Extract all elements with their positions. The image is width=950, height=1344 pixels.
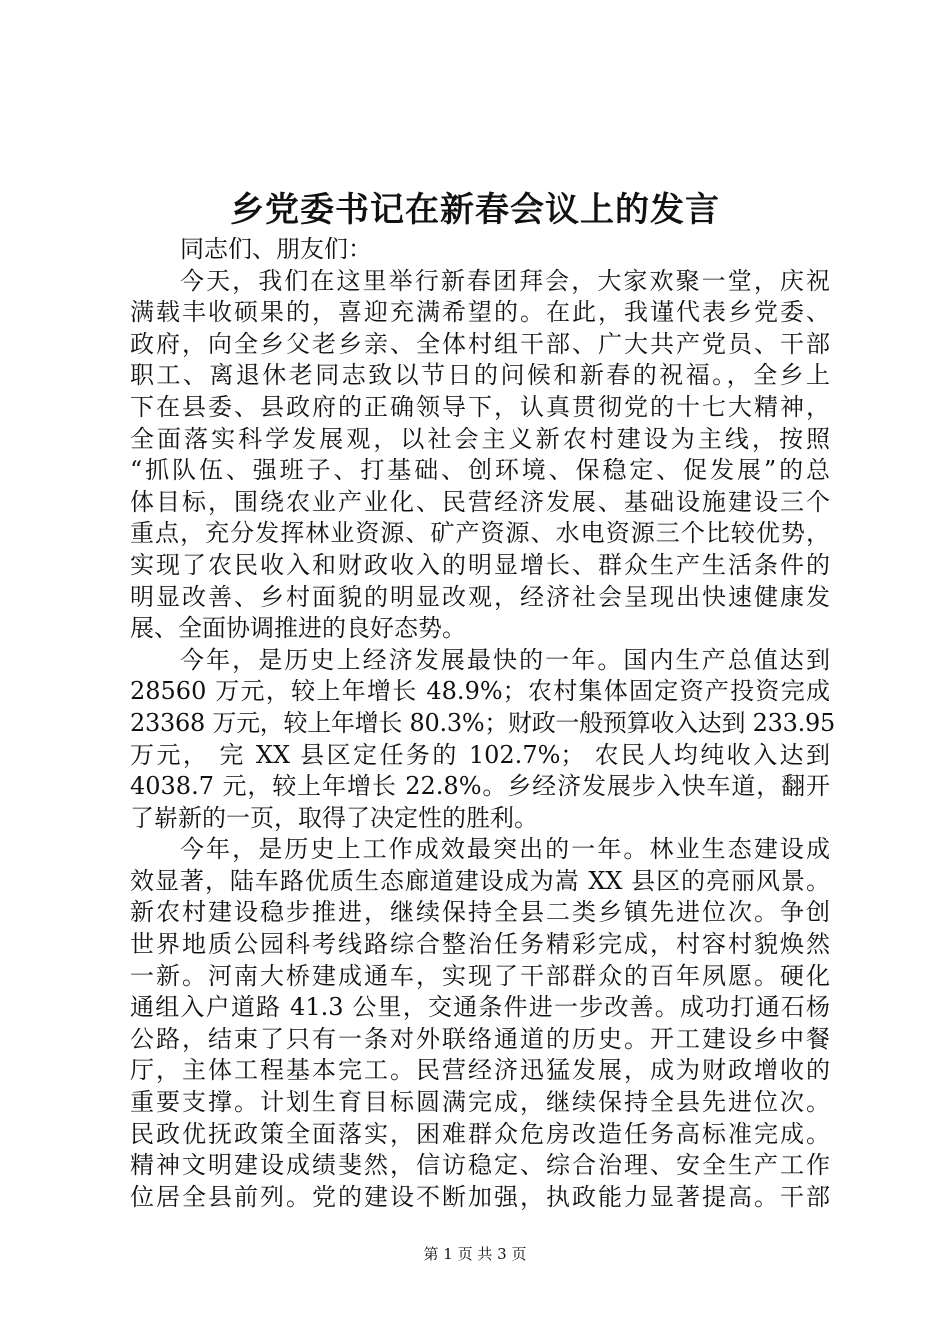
body-line: 通组入户道路 41.3 公里，交通条件进一步改善。成功打通石杨 [130,993,830,1022]
body-line: 位居全县前列。党的建设不断加强，执政能力显著提高。干部 [130,1182,830,1211]
body-line: 明显改善、乡村面貌的明显改观，经济社会呈现出快速健康发 [130,582,830,611]
body-line: 23368 万元，较上年增长 80.3%；财政一般预算收入达到 233.95 [130,708,835,737]
body-line: 公路，结束了只有一条对外联络通道的历史。开工建设乡中餐 [130,1024,830,1053]
body-line: 4038.7 元，较上年增长 22.8%。乡经济发展步入快车道，翻开 [130,772,830,801]
body-line: 效显著，陆车路优质生态廊道建设成为嵩 XX 县区的亮丽风景。 [130,866,830,895]
body-line: 满载丰收硕果的，喜迎充满希望的。在此，我谨代表乡党委、 [130,298,830,327]
body-line: 厅，主体工程基本完工。民营经济迅猛发展，成为财政增收的 [130,1056,830,1085]
document-title: 乡党委书记在新春会议上的发言 [230,190,720,230]
body-line: 体目标，围绕农业产业化、民营经济发展、基础设施建设三个 [130,487,830,516]
body-line: 了崭新的一页，取得了决定性的胜利。 [130,803,538,832]
body-line: 今年，是历史上工作成效最突出的一年。林业生态建设成 [180,835,830,864]
body-line: 28560 万元，较上年增长 48.9%；农村集体固定资产投资完成 [130,677,830,706]
body-line: 新农村建设稳步推进，继续保持全县二类乡镇先进位次。争创 [130,898,830,927]
body-line: “抓队伍、强班子、打基础、创环境、保稳定、促发展”的总 [130,456,830,485]
body-line: 全面落实科学发展观，以社会主义新农村建设为主线，按照 [130,424,830,453]
body-line: 实现了农民收入和财政收入的明显增长、群众生产生活条件的 [130,550,830,579]
page-footer: 第 1 页 共 3 页 [423,1245,527,1263]
body-line: 重点，充分发挥林业资源、矿产资源、水电资源三个比较优势， [130,519,830,548]
body-line: 展、全面协调推进的良好态势。 [130,614,466,643]
document-body [130,234,835,1213]
body-line: 同志们、朋友们： [180,235,372,263]
body-line: 政府，向全乡父老乡亲、全体村组干部、广大共产党员、干部 [130,329,830,358]
body-line: 今年，是历史上经济发展最快的一年。国内生产总值达到 [180,645,830,674]
body-line: 重要支撑。计划生育目标圆满完成，继续保持全县先进位次。 [130,1088,830,1117]
body-line: 职工、离退休老同志致以节日的问候和新春的祝福。，全乡上 [130,361,830,390]
body-line: 世界地质公园科考线路综合整治任务精彩完成，村容村貌焕然 [130,930,830,959]
body-line: 下在县委、县政府的正确领导下，认真贯彻党的十七大精神， [130,392,830,421]
body-line: 万元， 完 XX 县区定任务的 102.7%； 农民人均纯收入达到 [130,740,830,769]
body-line: 精神文明建设成绩斐然，信访稳定、综合治理、安全生产工作 [130,1151,830,1180]
body-line: 民政优抚政策全面落实，困难群众危房改造任务高标准完成。 [130,1119,830,1148]
body-line: 一新。河南大桥建成通车，实现了干部群众的百年夙愿。硬化 [130,961,830,990]
body-line: 今天，我们在这里举行新春团拜会，大家欢聚一堂，庆祝 [180,266,830,295]
